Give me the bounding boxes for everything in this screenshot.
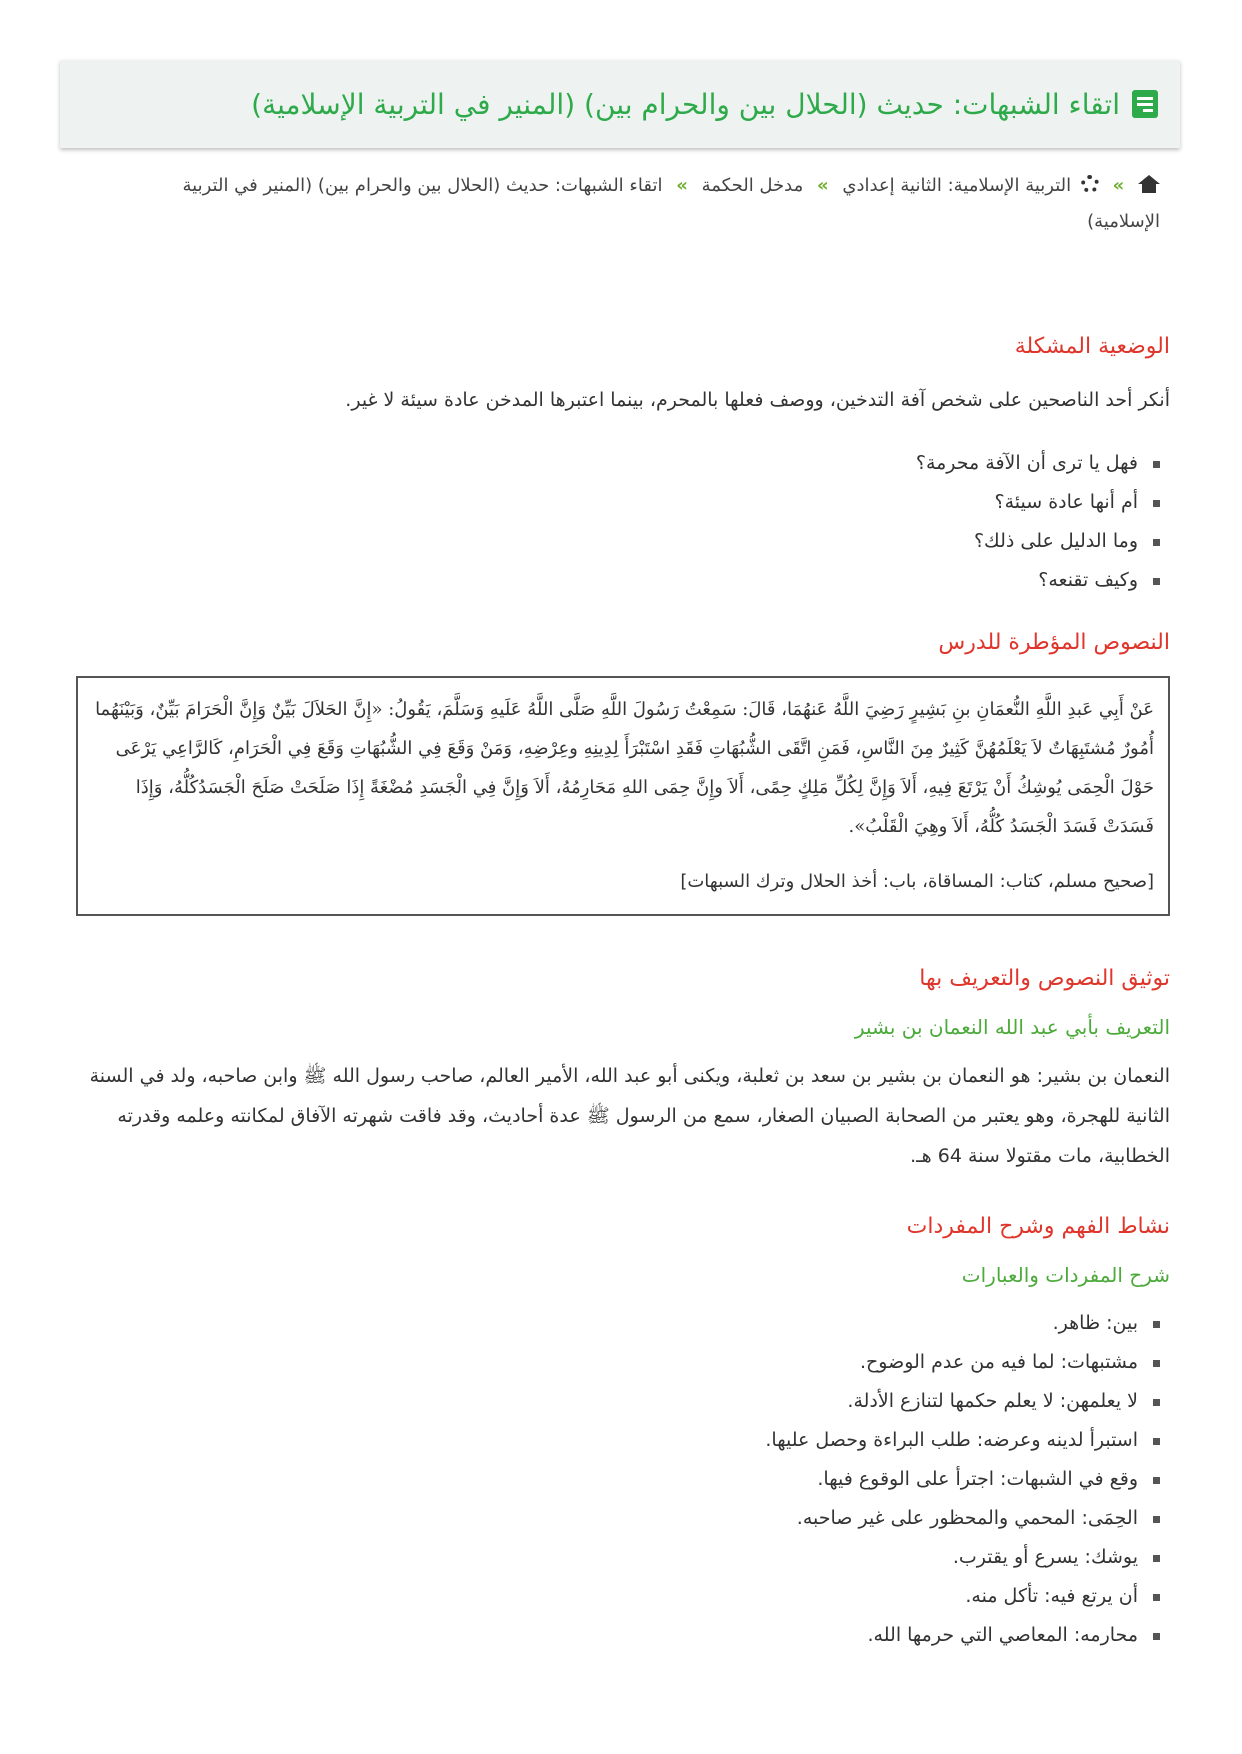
hadith-box [76,676,1170,916]
breadcrumb-item-current: اتقاء الشبهات: حديث (الحلال بين والحرام بين) (المنير في التربية الإسلامية) [182,175,1160,232]
list-item: لا يعلمهن: لا يعلم حكمها لتنازع الأدلة. [76,1382,1138,1421]
list-item: مشتبهات: لما فيه من عدم الوضوح. [76,1343,1138,1382]
list-item: وكيف تقنعه؟ [76,561,1138,600]
home-icon[interactable] [1138,175,1160,193]
list-item: فهل يا ترى أن الآفة محرمة؟ [76,444,1138,483]
problem-questions-list [76,444,1170,600]
list-item: استبرأ لدينه وعرضه: طلب البراءة وحصل عليها. [76,1421,1138,1460]
subheading-vocabulary: شرح المفردات والعبارات [961,1263,1170,1287]
page-title: اتقاء الشبهات: حديث (الحلال بين والحرام بين) (المنير في التربية الإسلامية) [251,87,1120,121]
category-icon [1081,175,1099,193]
problem-paragraph: أنكر أحد الناصحين على شخص آفة التدخين، ووصف فعلها بالمحرم، بينما اعتبرها المدخن عادة سيئة لا غير. [345,389,1170,411]
section-heading-texts: النصوص المؤطرة للدرس [938,630,1170,655]
vocabulary-list [76,1304,1170,1655]
breadcrumb [112,168,1160,240]
breadcrumb-separator: » [676,175,688,196]
section-heading-documentation: توثيق النصوص والتعريف بها [919,966,1170,991]
breadcrumb-item-unit[interactable]: مدخل الحكمة [701,175,804,196]
breadcrumb-separator: » [1112,175,1125,196]
section-heading-vocabulary: نشاط الفهم وشرح المفردات [906,1214,1170,1239]
list-item: يوشك: يسرع أو يقترب. [76,1538,1138,1577]
list-item: الحِمَى: المحمي والمحظور على غير صاحبه. [76,1499,1138,1538]
hadith-text: عَنْ أَبِي عَبدِ اللَّهِ النُّعمَانِ بنِ بَشِيرٍ رَضِيَ اللَّهُ عَنهُمَا، قَالَ: سَمِعْتُ رَسُولَ اللَّهِ صَلَّى اللَّهُ عَلَيهِ وَسَلَّمَ، يَقُولُ: «إِنَّ الحَلاَلَ بَيِّنٌ وَإِنَّ الْحَرَامَ بَيِّنٌ، وَبَيْنَهُما أُمُورٌ مُشتَبِهَاتٌ لاَ يَعْلَمُهُنَّ كَثِيرٌ مِنَ النَّاسِ، فَمَنِ اتَّقَى الشُّبُهَاتِ فَقَدِ اسْتَبْرَأَ لِدِينِهِ وعِرْضِهِ، وَمَنْ وَقَعَ فِي الشُّبُهَاتِ وَقَعَ فِي الْحَرَامِ، كَالرَّاعِي يَرْعَى حَوْلَ الْحِمَى يُوشِكُ أَنْ يَرْتَعَ فِيهِ، أَلاَ وَإِنَّ لِكُلِّ مَلِكٍ حِمًى، أَلاَ وإِنَّ حِمَى اللهِ مَحَارِمُهُ، أَلاَ وَإِنَّ فِي الْجَسَدِ مُضْغَةً إِذَا صَلَحَتْ صَلَحَ الْجَسَدُكُلُّهُ، وَإِذَا فَسَدَتْ فَسَدَ الْجَسَدُ كُلُّهُ، أَلاَ وهِيَ الْقَلْبُ». [95,699,1154,837]
breadcrumb-item-subject[interactable]: التربية الإسلامية: الثانية إعدادي [842,175,1072,196]
hadith-source: [صحيح مسلم، كتاب: المساقاة، باب: أخذ الحلال وترك السبهات] [680,871,1154,892]
list-item: محارمه: المعاصي التي حرمها الله. [76,1616,1138,1655]
document-icon [1132,90,1158,118]
page-header [60,60,1180,148]
narrator-paragraph: النعمان بن بشير: هو النعمان بن بشير بن سعد بن ثعلبة، ويكنى أبو عبد الله، الأمير العالم، صاحب رسول الله ﷺ وابن صاحبه، ولد في السنة الثانية للهجرة، وهو يعتبر من الصحابة الصبيان الصغار، سمع من الرسول ﷺ عدة أحاديث، وقد فاقت شهرته الآفاق لمكانته وعلمه وقدرته الخطابية، مات مقتولا سنة 64 هـ. [89,1065,1170,1167]
list-item: بين: ظاهر. [76,1304,1138,1343]
section-heading-problem: الوضعية المشكلة [1014,334,1170,359]
article-content [76,330,1170,1673]
list-item: أم أنها عادة سيئة؟ [76,483,1138,522]
list-item: أن يرتع فيه: تأكل منه. [76,1577,1138,1616]
subheading-narrator: التعريف بأبي عبد الله النعمان بن بشير [854,1015,1170,1039]
breadcrumb-separator: » [817,175,829,196]
list-item: وما الدليل على ذلك؟ [76,522,1138,561]
list-item: وقع في الشبهات: اجترأ على الوقوع فيها. [76,1460,1138,1499]
